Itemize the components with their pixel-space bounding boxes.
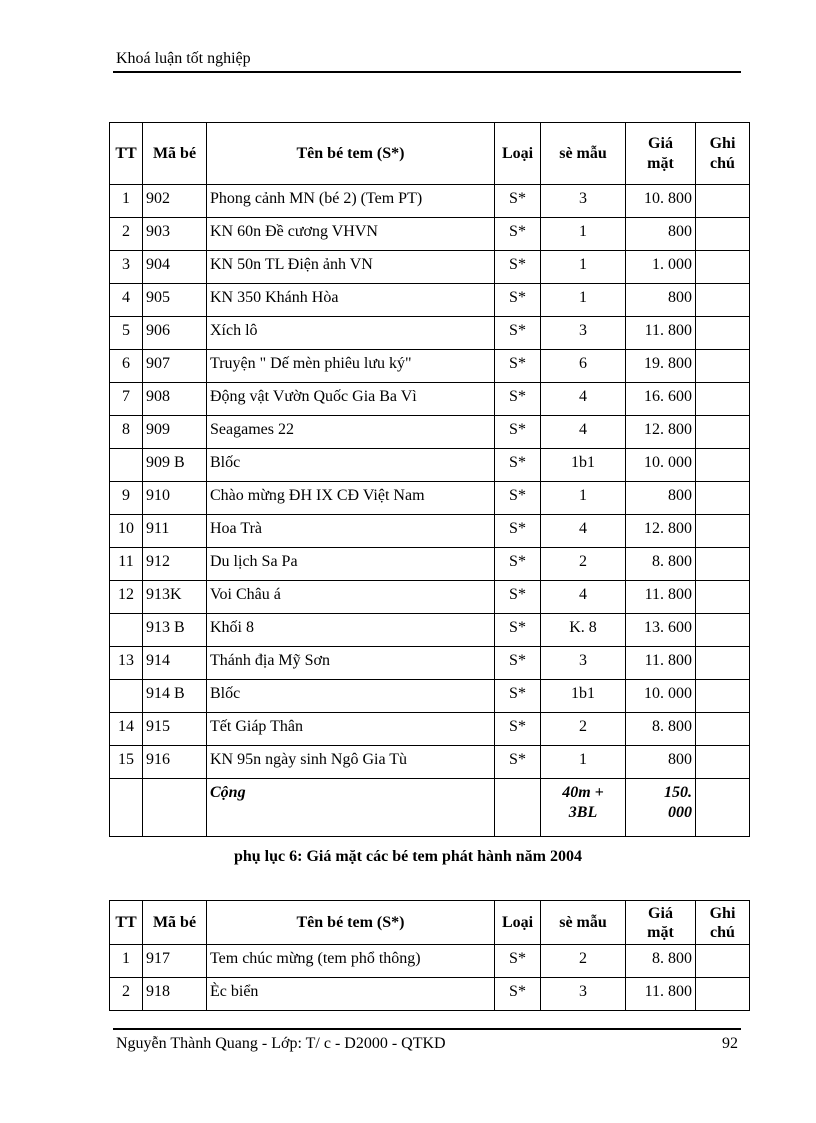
cell-type: S* (495, 945, 541, 978)
cell-samples: 2 (541, 945, 626, 978)
cell-type: S* (495, 416, 541, 449)
table-row (110, 680, 750, 713)
cell-note (696, 416, 750, 449)
table-row (110, 218, 750, 251)
cell-samples: 3 (541, 185, 626, 218)
cell-tt: 11 (110, 548, 143, 581)
table-row (110, 746, 750, 779)
table-row (110, 350, 750, 383)
table-row (110, 449, 750, 482)
cell-price: 11. 800 (626, 978, 696, 1011)
cell-tt: 15 (110, 746, 143, 779)
cell-note (696, 779, 750, 837)
cell-note (696, 746, 750, 779)
cell-name: Truyện " Dế mèn phiêu lưu ký" (207, 350, 495, 383)
cell-type: S* (495, 482, 541, 515)
cell-note (696, 350, 750, 383)
cell-type (495, 779, 541, 837)
cell-name: KN 50n TL Điện ảnh VN (207, 251, 495, 284)
cell-price: 13. 600 (626, 614, 696, 647)
cell-tt (110, 449, 143, 482)
cell-price: 10. 800 (626, 185, 696, 218)
cell-type: S* (495, 680, 541, 713)
col-header-price: Giá mặt (626, 901, 696, 945)
cell-note (696, 185, 750, 218)
col-header-samples: sè mẫu (541, 123, 626, 185)
cell-price: 800 (626, 218, 696, 251)
table-row (110, 185, 750, 218)
cell-note (696, 680, 750, 713)
cell-code: 905 (143, 284, 207, 317)
table-header-row (110, 123, 750, 185)
cell-type: S* (495, 713, 541, 746)
cell-price: 8. 800 (626, 945, 696, 978)
col-header-code: Mã bé (143, 901, 207, 945)
cell-price: 10. 000 (626, 449, 696, 482)
cell-name: Chào mừng ĐH IX CĐ Việt Nam (207, 482, 495, 515)
cell-code: 914 (143, 647, 207, 680)
cell-tt: 1 (110, 945, 143, 978)
cell-samples: 1b1 (541, 680, 626, 713)
cell-type: S* (495, 548, 541, 581)
table-row (110, 416, 750, 449)
cell-code: 913K (143, 581, 207, 614)
table-row (110, 548, 750, 581)
cell-tt: 12 (110, 581, 143, 614)
cell-samples: 1b1 (541, 449, 626, 482)
cell-note (696, 978, 750, 1011)
col-header-type: Loại (495, 123, 541, 185)
cell-samples: 1 (541, 482, 626, 515)
col-header-tt: TT (110, 901, 143, 945)
cell-samples: 3 (541, 647, 626, 680)
cell-samples: 3 (541, 317, 626, 350)
cell-note (696, 218, 750, 251)
col-header-samples: sè mẫu (541, 901, 626, 945)
cell-code: 909 (143, 416, 207, 449)
cell-code: 917 (143, 945, 207, 978)
cell-tt (110, 779, 143, 837)
header-rule (113, 71, 741, 73)
cell-type: S* (495, 383, 541, 416)
cell-tt (110, 614, 143, 647)
cell-type: S* (495, 317, 541, 350)
stamp-price-table-2005 (109, 900, 750, 1011)
cell-type: S* (495, 581, 541, 614)
cell-note (696, 581, 750, 614)
cell-name: Voi Châu á (207, 581, 495, 614)
cell-samples: 2 (541, 713, 626, 746)
stamp-price-table (109, 122, 750, 837)
table-row (110, 713, 750, 746)
cell-code: 902 (143, 185, 207, 218)
cell-type: S* (495, 746, 541, 779)
cell-price: 800 (626, 746, 696, 779)
cell-samples: 1 (541, 218, 626, 251)
col-header-type: Loại (495, 901, 541, 945)
col-header-note: Ghi chú (696, 901, 750, 945)
cell-note (696, 317, 750, 350)
cell-code: 904 (143, 251, 207, 284)
col-header-note: Ghi chú (696, 123, 750, 185)
cell-name: Seagames 22 (207, 416, 495, 449)
cell-code: 913 B (143, 614, 207, 647)
cell-type: S* (495, 218, 541, 251)
col-header-price: Giá mặt (626, 123, 696, 185)
table-row (110, 945, 750, 978)
cell-tt: 2 (110, 978, 143, 1011)
cell-note (696, 548, 750, 581)
cell-price: 800 (626, 284, 696, 317)
table-row (110, 647, 750, 680)
cell-note (696, 284, 750, 317)
footer-rule (113, 1028, 741, 1030)
table-row (110, 482, 750, 515)
total-row (110, 779, 750, 837)
cell-name: KN 350 Khánh Hòa (207, 284, 495, 317)
cell-type: S* (495, 251, 541, 284)
cell-code: 908 (143, 383, 207, 416)
cell-note (696, 647, 750, 680)
cell-tt: 2 (110, 218, 143, 251)
cell-samples: 4 (541, 383, 626, 416)
cell-price: 8. 800 (626, 548, 696, 581)
cell-code: 914 B (143, 680, 207, 713)
cell-samples: 4 (541, 515, 626, 548)
col-header-code: Mã bé (143, 123, 207, 185)
table-caption: phụ lục 6: Giá mặt các bé tem phát hành năm 2004 (233, 848, 583, 865)
cell-type: S* (495, 284, 541, 317)
cell-note (696, 713, 750, 746)
cell-tt: 3 (110, 251, 143, 284)
total-label: Cộng (207, 779, 495, 837)
table-header-row (110, 901, 750, 945)
cell-name: Xích lô (207, 317, 495, 350)
col-header-tt: TT (110, 123, 143, 185)
cell-price: 8. 800 (626, 713, 696, 746)
page-number: 92 (722, 1035, 738, 1052)
cell-name: Blốc (207, 680, 495, 713)
cell-code: 910 (143, 482, 207, 515)
page-header-title: Khoá luận tốt nghiệp (116, 50, 251, 67)
cell-name: Hoa Trà (207, 515, 495, 548)
cell-price: 800 (626, 482, 696, 515)
cell-tt: 10 (110, 515, 143, 548)
cell-tt: 5 (110, 317, 143, 350)
cell-tt: 6 (110, 350, 143, 383)
table-row (110, 284, 750, 317)
cell-type: S* (495, 515, 541, 548)
cell-price: 11. 800 (626, 647, 696, 680)
cell-name: Tết Giáp Thân (207, 713, 495, 746)
cell-samples: 1 (541, 251, 626, 284)
cell-samples: 2 (541, 548, 626, 581)
cell-type: S* (495, 449, 541, 482)
cell-note (696, 945, 750, 978)
cell-note (696, 614, 750, 647)
cell-code: 915 (143, 713, 207, 746)
cell-tt: 1 (110, 185, 143, 218)
cell-name: Blốc (207, 449, 495, 482)
total-price: 150. 000 (626, 779, 696, 837)
cell-price: 12. 800 (626, 416, 696, 449)
col-header-name: Tên bé tem (S*) (207, 901, 495, 945)
cell-name: Thánh địa Mỹ Sơn (207, 647, 495, 680)
cell-code: 912 (143, 548, 207, 581)
cell-type: S* (495, 978, 541, 1011)
cell-tt (110, 680, 143, 713)
cell-price: 12. 800 (626, 515, 696, 548)
cell-tt: 9 (110, 482, 143, 515)
cell-type: S* (495, 185, 541, 218)
cell-code: 909 B (143, 449, 207, 482)
cell-name: Du lịch Sa Pa (207, 548, 495, 581)
col-header-name: Tên bé tem (S*) (207, 123, 495, 185)
cell-samples: 4 (541, 581, 626, 614)
cell-tt: 14 (110, 713, 143, 746)
cell-name: KN 60n Đề cương VHVN (207, 218, 495, 251)
cell-samples: K. 8 (541, 614, 626, 647)
cell-samples: 4 (541, 416, 626, 449)
table-row (110, 614, 750, 647)
cell-code: 906 (143, 317, 207, 350)
cell-name: Tem chúc mừng (tem phổ thông) (207, 945, 495, 978)
cell-code: 911 (143, 515, 207, 548)
cell-note (696, 515, 750, 548)
cell-price: 19. 800 (626, 350, 696, 383)
table-row (110, 581, 750, 614)
cell-name: Khối 8 (207, 614, 495, 647)
cell-code: 903 (143, 218, 207, 251)
cell-samples: 1 (541, 284, 626, 317)
cell-price: 1. 000 (626, 251, 696, 284)
cell-note (696, 251, 750, 284)
cell-code: 918 (143, 978, 207, 1011)
table-row (110, 978, 750, 1011)
cell-note (696, 482, 750, 515)
cell-price: 16. 600 (626, 383, 696, 416)
cell-code (143, 779, 207, 837)
table-row (110, 251, 750, 284)
cell-name: Èc biển (207, 978, 495, 1011)
cell-code: 907 (143, 350, 207, 383)
cell-name: KN 95n ngày sinh Ngô Gia Tù (207, 746, 495, 779)
cell-type: S* (495, 647, 541, 680)
cell-tt: 13 (110, 647, 143, 680)
total-samples: 40m + 3BL (541, 779, 626, 837)
cell-type: S* (495, 614, 541, 647)
table-row (110, 317, 750, 350)
cell-type: S* (495, 350, 541, 383)
cell-price: 11. 800 (626, 581, 696, 614)
cell-note (696, 383, 750, 416)
table-row (110, 383, 750, 416)
cell-tt: 8 (110, 416, 143, 449)
footer-author: Nguyễn Thành Quang - Lớp: T/ c - D2000 - QTKD (116, 1035, 446, 1052)
cell-name: Phong cảnh MN (bé 2) (Tem PT) (207, 185, 495, 218)
cell-price: 10. 000 (626, 680, 696, 713)
cell-tt: 4 (110, 284, 143, 317)
cell-note (696, 449, 750, 482)
cell-tt: 7 (110, 383, 143, 416)
cell-code: 916 (143, 746, 207, 779)
cell-samples: 1 (541, 746, 626, 779)
table-row (110, 515, 750, 548)
cell-price: 11. 800 (626, 317, 696, 350)
cell-name: Động vật Vườn Quốc Gia Ba Vì (207, 383, 495, 416)
cell-samples: 3 (541, 978, 626, 1011)
cell-samples: 6 (541, 350, 626, 383)
